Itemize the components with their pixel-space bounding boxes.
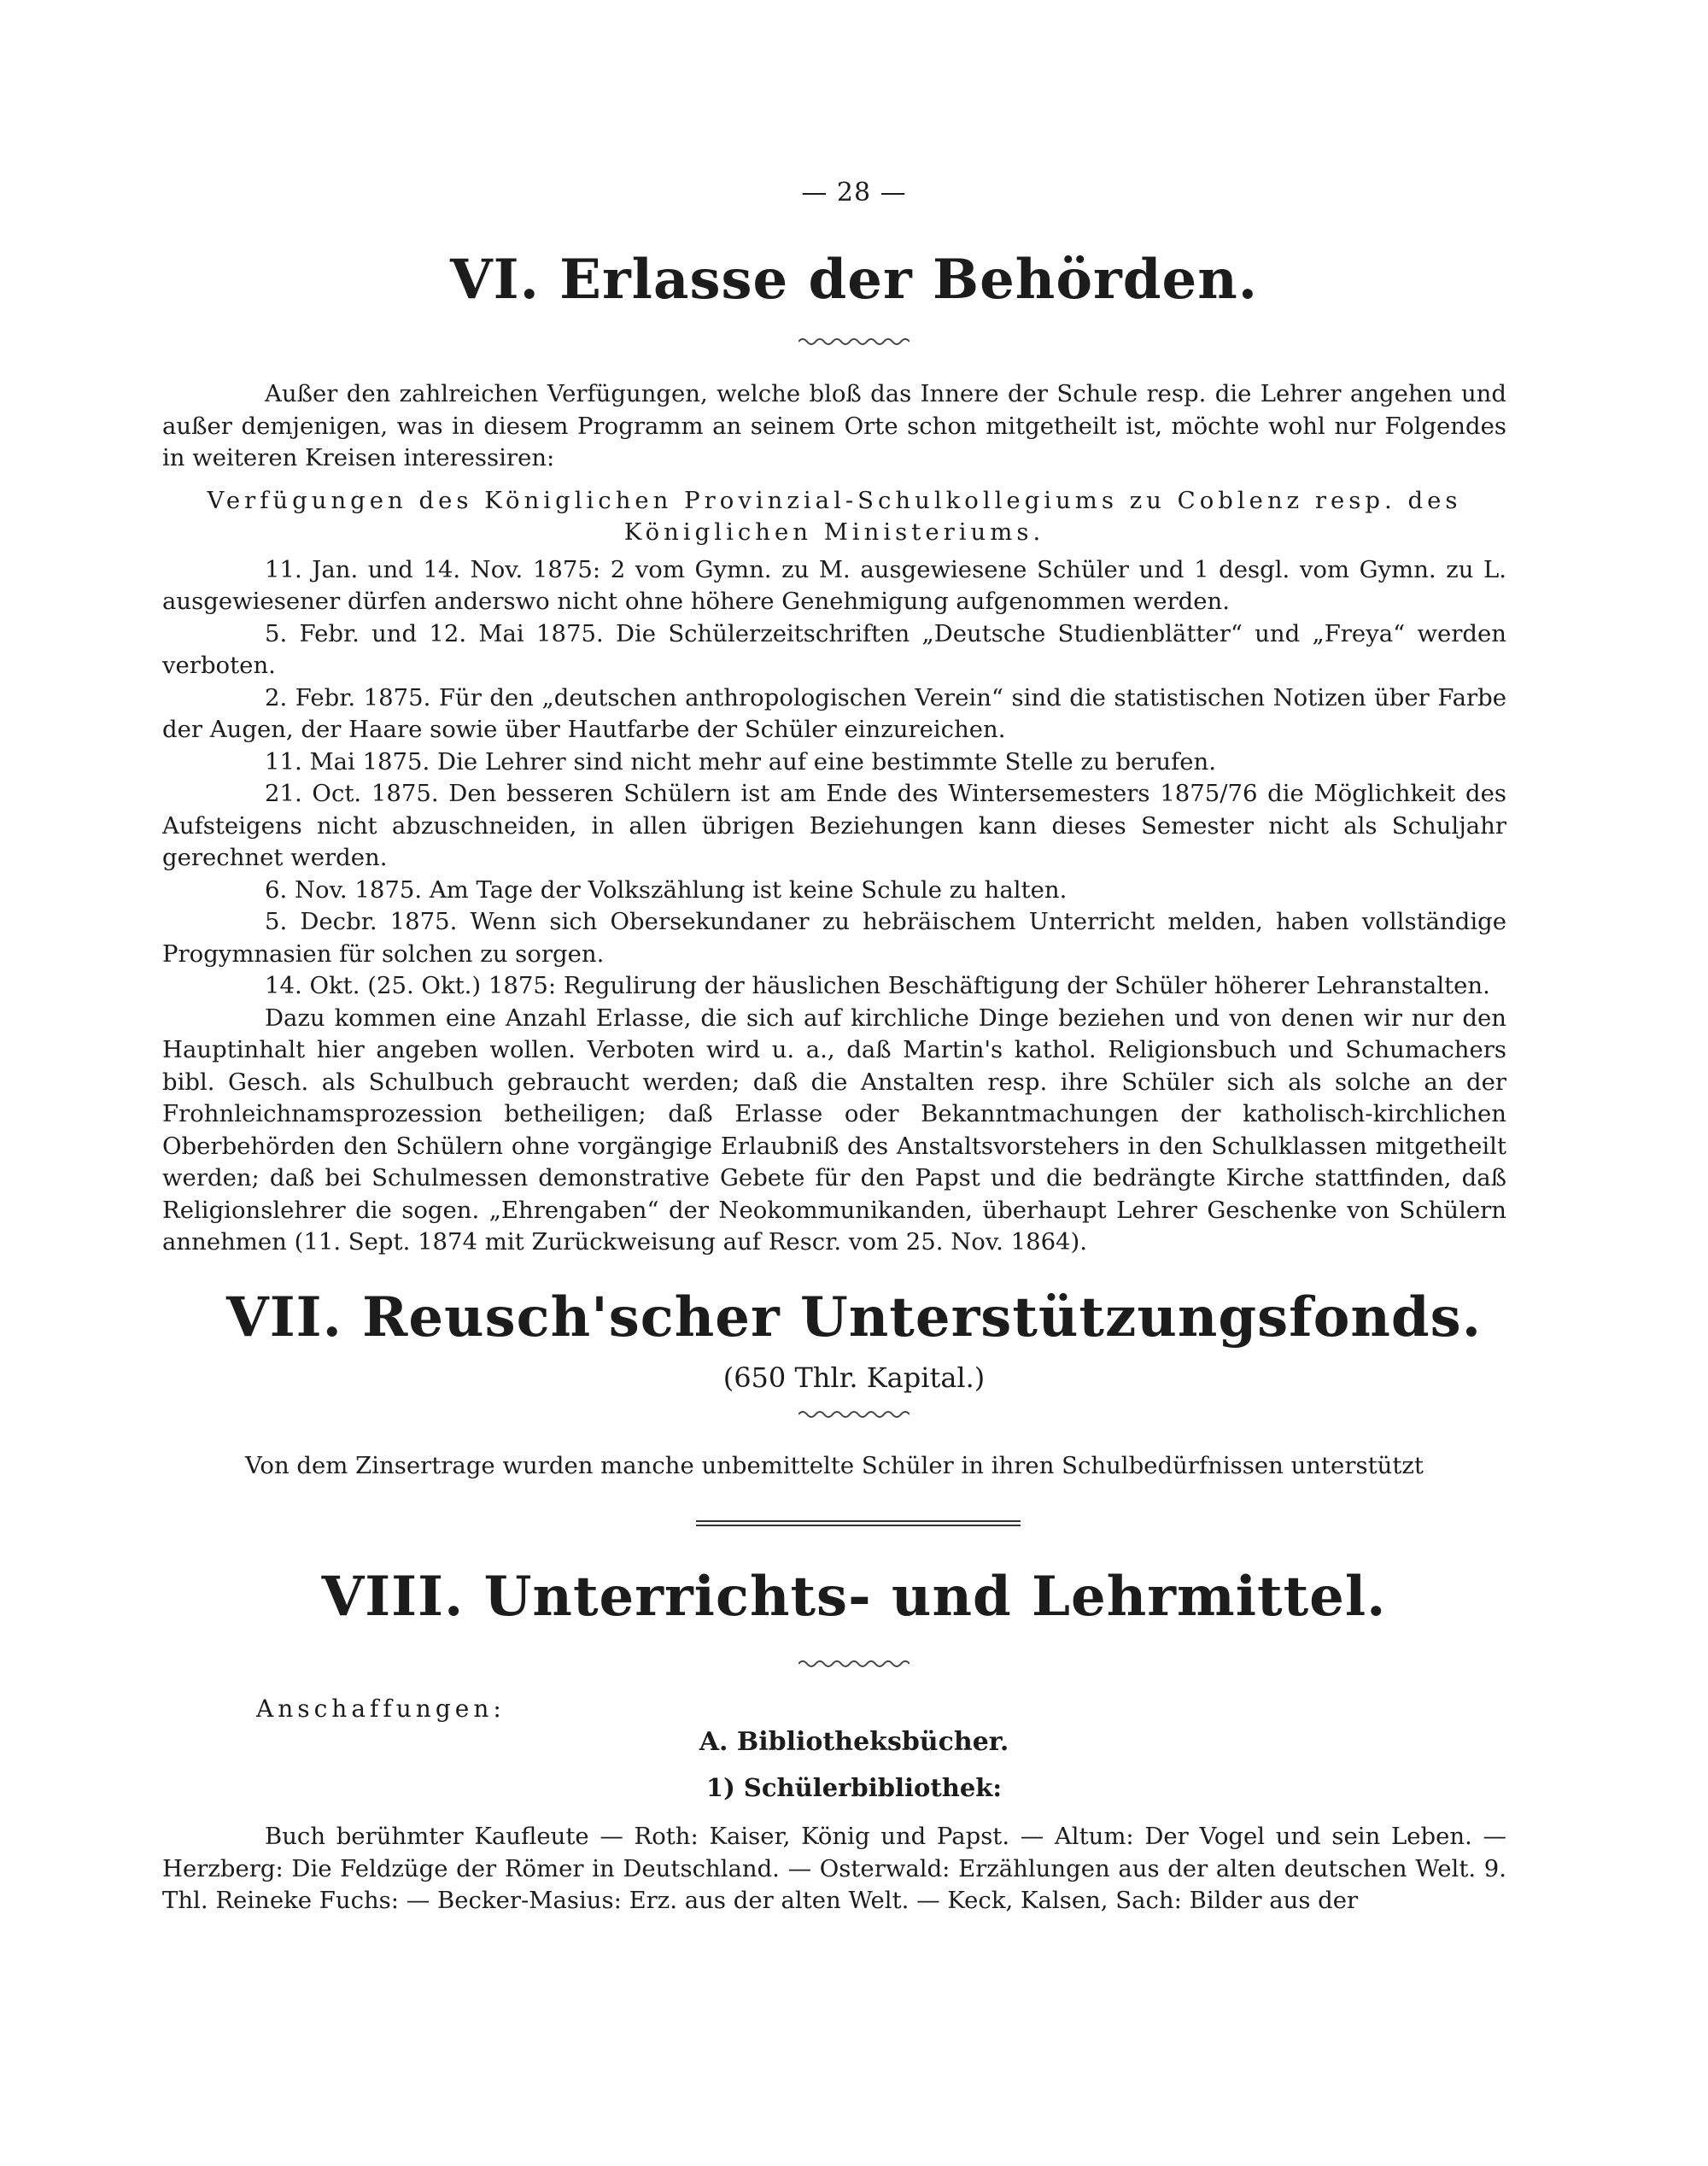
section-7-title: VII. Reusch'scher Unterstützungsfonds.: [226, 1285, 1482, 1349]
decree-item: 2. Febr. 1875. Für den „deutschen anthropologischen Verein“ sind die statistischen Notizen über Farbe der Augen, der Haare sowie über Hautfarbe der Schüler einzureichen.: [162, 683, 1506, 743]
decree-item: 11. Mai 1875. Die Lehrer sind nicht mehr auf eine bestimmte Stelle zu berufen.: [265, 747, 1217, 776]
decree-item: 5. Febr. und 12. Mai 1875. Die Schülerzeitschriften „Deutsche Studienblätter“ und „Freya“ werden verboten.: [162, 619, 1506, 679]
church-decrees-paragraph: Dazu kommen eine Anzahl Erlasse, die sich auf kirchliche Dinge beziehen und von denen wir nur den Hauptinhalt hier angeben wollen. Verboten wird u. a., daß Martin's kathol. Religionsbuch und Schumachers bibl. Gesch. als Schulbuch gebraucht werden; daß die Anstalten resp. ihre Schüler sich als solche an der Frohnleichnamsprozession betheiligen; daß Erlasse oder Bekanntmachungen der katholisch-kirchlichen Oberbehörden den Schülern ohne vorgängige Erlaubniß des Anstaltsvorstehers in den Schulklassen mitgetheilt werden; daß bei Schulmessen demonstrative Gebete für den Papst und die bedrängte Kirche stattfinden, daß Religionslehrer die sogen. „Ehrengaben“ der Neokommunikanden, überhaupt Lehrer Geschenke von Schülern annehmen (11. Sept. 1874 mit Zurückweisung auf Rescr. vom 25. Nov. 1864).: [162, 1004, 1506, 1256]
wave-divider: [0, 335, 1708, 352]
subsection-a-heading: A. Bibliotheksbücher.: [699, 1727, 1009, 1757]
section-8-title: VIII. Unterrichts- und Lehrmittel.: [321, 1565, 1387, 1629]
double-rule-divider: [696, 1520, 1021, 1529]
school-library-list: [162, 1821, 1506, 1917]
acquisitions-label: Anschaffungen:: [256, 1695, 506, 1723]
decree-item: 11. Jan. und 14. Nov. 1875: 2 vom Gymn. zu M. ausgewiesene Schüler und 1 desgl. vom Gymn. zu L. ausgewiesener dürfen anderswo nicht ohne höhere Genehmigung aufgenommen werden.: [162, 555, 1506, 615]
section-7-text: Von dem Zinsertrage wurden manche unbemittelte Schüler in ihren Schulbedürfnissen unterstützt: [245, 1452, 1424, 1479]
wave-divider: [0, 1657, 1708, 1674]
page-number: — 28 —: [801, 178, 907, 208]
decree-item: 21. Oct. 1875. Den besseren Schülern ist am Ende des Wintersemesters 1875/76 die Möglichkeit des Aufsteigens nicht abzuschneiden, in allen übrigen Beziehungen kann dieses Semester nicht als Schuljahr gerechnet werden.: [162, 780, 1506, 871]
school-library-text: Buch berühmter Kaufleute — Roth: Kaiser, König und Papst. — Altum: Der Vogel und sein Leben. — Herzberg: Die Feldzüge der Römer in Deutschland. — Osterwald: Erzählungen aus der alten deutschen Welt. 9. Thl. Reineke Fuchs: — Becker-Masius: Erz. aus der alten Welt. — Keck, Kalsen, Sach: Bilder aus der: [162, 1823, 1506, 1914]
section-6-body: [162, 378, 1506, 1259]
decrees-subheading: Verfügungen des Königlichen Provinzial-Schulkollegiums zu Coblenz resp. des Königlichen Ministeriums.: [207, 486, 1462, 546]
intro-paragraph: Außer den zahlreichen Verfügungen, welche bloß das Innere der Schule resp. die Lehrer angehen und außer demjenigen, was in diesem Programm an seinem Orte schon mitgetheilt ist, möchte wohl nur Folgendes in weiteren Kreisen interessiren:: [162, 380, 1506, 471]
decree-item: 14. Okt. (25. Okt.) 1875: Regulirung der häuslichen Beschäftigung der Schüler höherer Lehranstalten.: [265, 972, 1490, 999]
subsection-1-heading: 1) Schülerbibliothek:: [705, 1773, 1003, 1802]
decree-item: 6. Nov. 1875. Am Tage der Volkszählung ist keine Schule zu halten.: [265, 875, 1068, 904]
section-6-title: VI. Erlasse der Behörden.: [450, 248, 1258, 312]
wave-divider: [0, 1408, 1708, 1425]
section-7-capital: (650 Thlr. Kapital.): [722, 1361, 986, 1394]
decree-item: 5. Decbr. 1875. Wenn sich Obersekundaner zu hebräischem Unterricht melden, haben vollständige Progymnasien für solchen zu sorgen.: [162, 908, 1506, 968]
